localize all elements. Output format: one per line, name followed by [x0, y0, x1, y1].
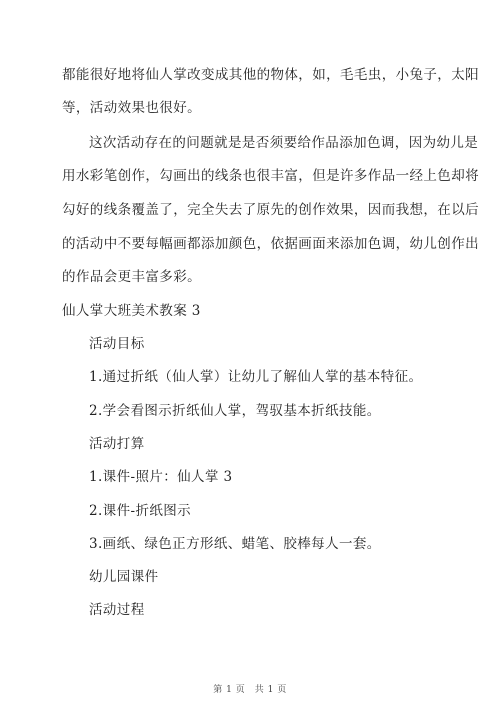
paragraph-2-line-1: 这次活动存在的问题就是是否须要给作品添加色调，因为幼儿是: [89, 135, 479, 151]
prep-item-2: 2.课件-折纸图示: [89, 503, 192, 519]
heading-activity-process: 活动过程: [89, 602, 145, 618]
paragraph-2-line-4: 的活动中不要每幅画都添加颜色，依据画面来添加色调，幼儿创作出: [62, 236, 479, 252]
page-footer: 第 1 页 共 1 页: [213, 685, 287, 695]
prep-item-1: 1.课件-照片：仙人掌 3: [89, 469, 233, 485]
paragraph-2-line-2: 用水彩笔创作，勾画出的线条也很丰富，但是许多作品一经上色却将: [62, 168, 479, 184]
goal-item-2: 2.学会看图示折纸仙人掌，驾驭基本折纸技能。: [89, 403, 381, 419]
paragraph-2-line-5: 的作品会更丰富多彩。: [62, 269, 201, 285]
heading-activity-goal: 活动目标: [89, 336, 145, 352]
section-title: 仙人掌大班美术教案 3: [62, 303, 201, 319]
paragraph-2-line-3: 勾好的线条覆盖了，完全失去了原先的创作效果，因而我想，在以后: [62, 202, 479, 218]
prep-item-3: 3.画纸、绿色正方形纸、蜡笔、胶棒每人一套。: [89, 536, 381, 552]
heading-courseware: 幼儿园课件: [89, 569, 159, 585]
heading-activity-prep: 活动打算: [89, 436, 145, 452]
paragraph-1-line-1: 都能很好地将仙人掌改变成其他的物体，如，毛毛虫，小兔子，太阳: [62, 67, 479, 83]
goal-item-1: 1.通过折纸（仙人掌）让幼儿了解仙人掌的基本特征。: [89, 369, 423, 385]
paragraph-1-line-2: 等，活动效果也很好。: [62, 100, 201, 116]
